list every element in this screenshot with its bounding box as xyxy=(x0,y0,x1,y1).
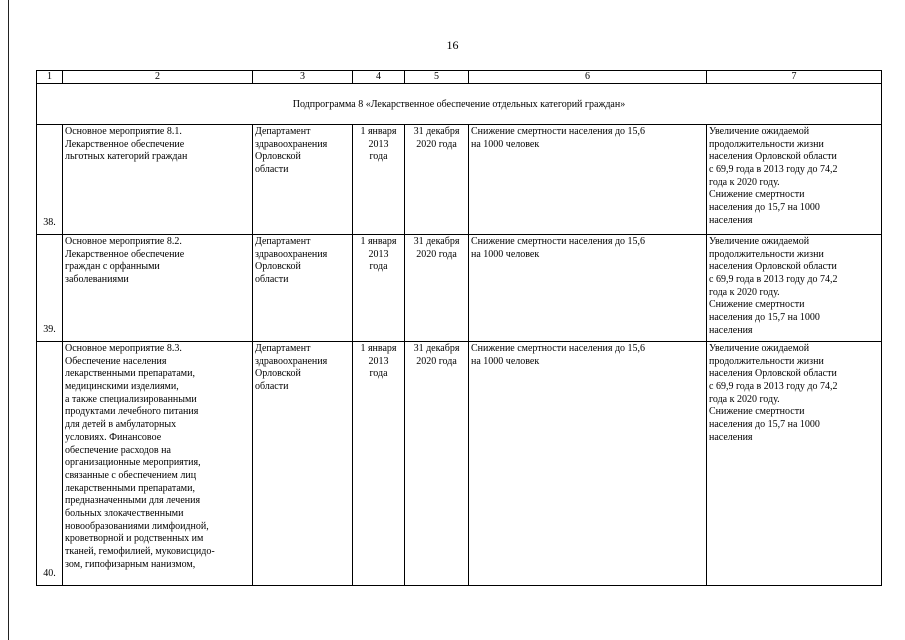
cell-line: области xyxy=(255,381,289,393)
cell-line: на 1000 человек xyxy=(471,138,540,150)
indicator-cell xyxy=(707,125,882,235)
cell-line: 2020 года xyxy=(416,138,457,150)
cell-line: Департамент xyxy=(255,343,311,354)
cell-line: 31 декабря xyxy=(413,126,460,137)
cell-line: Снижение смертности xyxy=(709,299,805,311)
column-number: 2 xyxy=(63,71,253,84)
cell-line: связанные с обеспечением лиц xyxy=(65,469,197,481)
cell-line: населения Орловской области xyxy=(709,261,837,273)
cell-line: лекарственными препаратами, xyxy=(65,482,195,494)
column-number: 3 xyxy=(253,71,353,84)
indicator-cell xyxy=(707,342,882,586)
cell-line: Обеспечение населения xyxy=(65,355,167,367)
row-number: 38. xyxy=(37,125,63,235)
cell-line: населения xyxy=(709,431,753,443)
cell-line: тканей, гемофилией, муковисцидо- xyxy=(65,546,215,557)
cell-line: населения Орловской области xyxy=(709,368,837,380)
column-number: 5 xyxy=(405,71,469,84)
cell-line: населения xyxy=(709,214,753,226)
cell-line: Увеличение ожидаемой xyxy=(709,343,810,354)
cell-line: организационные мероприятия, xyxy=(65,457,201,469)
cell-line: на 1000 человек xyxy=(471,248,540,260)
cell-line: на 1000 человек xyxy=(471,355,540,367)
cell-line: населения до 15,7 на 1000 xyxy=(709,312,820,324)
cell-line: здравоохранения xyxy=(255,248,328,260)
subprogram-title: Подпрограмма 8 «Лекарственное обеспечение отдельных категорий граждан» xyxy=(37,84,882,125)
cell-line: 1 января xyxy=(360,343,397,354)
cell-line: льготных категорий граждан xyxy=(65,151,188,163)
cell-line: 1 января xyxy=(360,236,397,247)
cell-line: кроветворной и родственных им xyxy=(65,533,204,545)
cell-line: продолжительности жизни xyxy=(709,138,824,150)
page-number: 16 xyxy=(446,38,459,52)
cell-line: населения Орловской области xyxy=(709,151,837,163)
cell-line: здравоохранения xyxy=(255,138,328,150)
executor-cell xyxy=(253,125,353,235)
column-number: 1 xyxy=(37,71,63,84)
cell-line: продолжительности жизни xyxy=(709,248,824,260)
cell-line: 31 декабря xyxy=(413,236,460,247)
cell-line: населения до 15,7 на 1000 xyxy=(709,419,820,431)
cell-line: Департамент xyxy=(255,126,311,137)
cell-line: медицинскими изделиями, xyxy=(65,381,179,393)
cell-line: продолжительности жизни xyxy=(709,355,824,367)
cell-line: Снижение смертности xyxy=(709,189,805,201)
cell-line: зом, гипофизарным нанизмом, xyxy=(65,558,196,570)
cell-line: года xyxy=(369,368,388,380)
cell-line: здравоохранения xyxy=(255,355,328,367)
page-margin-line xyxy=(8,0,9,640)
cell-line: населения xyxy=(709,324,753,336)
table-row xyxy=(37,125,882,235)
cell-line: Основное мероприятие 8.2. xyxy=(65,236,182,247)
cell-line: с 69,9 года в 2013 году до 74,2 xyxy=(709,274,838,286)
cell-line: с 69,9 года в 2013 году до 74,2 xyxy=(709,164,838,176)
cell-line: Лекарственное обеспечение xyxy=(65,248,185,260)
start-date-cell xyxy=(353,125,405,235)
cell-line: 2020 года xyxy=(416,248,457,260)
cell-line: 2020 года xyxy=(416,355,457,367)
cell-line: 2013 xyxy=(368,138,389,150)
cell-line: Орловской xyxy=(255,368,301,380)
cell-line: продуктами лечебного питания xyxy=(65,406,199,418)
cell-line: предназначенными для лечения xyxy=(65,495,201,507)
start-date-cell xyxy=(353,235,405,342)
column-number: 4 xyxy=(353,71,405,84)
cell-line: Основное мероприятие 8.3. xyxy=(65,343,182,354)
cell-line: Снижение смертности xyxy=(709,406,805,418)
cell-line: Основное мероприятие 8.1. xyxy=(65,126,182,137)
event-cell xyxy=(63,125,253,235)
cell-line: Увеличение ожидаемой xyxy=(709,236,810,247)
cell-line: Снижение смертности населения до 15,6 xyxy=(471,343,646,354)
event-cell xyxy=(63,342,253,586)
cell-line: а также специализированными xyxy=(65,393,197,405)
cell-line: года к 2020 году. xyxy=(709,286,780,298)
cell-line: 1 января xyxy=(360,126,397,137)
column-number: 7 xyxy=(707,71,882,84)
result-cell xyxy=(469,125,707,235)
program-table xyxy=(36,70,882,586)
cell-line: больных злокачественными xyxy=(65,507,184,519)
row-number: 39. xyxy=(37,235,63,342)
cell-line: года xyxy=(369,151,388,163)
cell-line: граждан с орфанными xyxy=(65,261,160,273)
cell-line: условиях. Финансовое xyxy=(65,431,162,443)
table-row xyxy=(37,342,882,586)
cell-line: 31 декабря xyxy=(413,343,460,354)
cell-line: Увеличение ожидаемой xyxy=(709,126,810,137)
executor-cell xyxy=(253,342,353,586)
cell-line: области xyxy=(255,164,289,176)
end-date-cell xyxy=(405,125,469,235)
cell-line: Снижение смертности населения до 15,6 xyxy=(471,236,646,247)
table-row xyxy=(37,235,882,342)
cell-line: 2013 xyxy=(368,248,389,260)
cell-line: Департамент xyxy=(255,236,311,247)
executor-cell xyxy=(253,235,353,342)
cell-line: Орловской xyxy=(255,151,301,163)
cell-line: заболеваниями xyxy=(65,274,129,286)
cell-line: населения до 15,7 на 1000 xyxy=(709,202,820,214)
end-date-cell xyxy=(405,342,469,586)
cell-line: года xyxy=(369,261,388,273)
row-number: 40. xyxy=(37,342,63,586)
subprogram-row xyxy=(37,84,882,125)
column-number-row xyxy=(37,71,882,84)
start-date-cell xyxy=(353,342,405,586)
cell-line: для детей в амбулаторных xyxy=(65,419,177,431)
result-cell xyxy=(469,235,707,342)
indicator-cell xyxy=(707,235,882,342)
cell-line: лекарственными препаратами, xyxy=(65,368,195,380)
cell-line: года к 2020 году. xyxy=(709,393,780,405)
event-cell xyxy=(63,235,253,342)
cell-line: области xyxy=(255,274,289,286)
cell-line: 2013 xyxy=(368,355,389,367)
cell-line: Лекарственное обеспечение xyxy=(65,138,185,150)
cell-line: обеспечение расходов на xyxy=(65,444,171,456)
cell-line: с 69,9 года в 2013 году до 74,2 xyxy=(709,381,838,393)
result-cell xyxy=(469,342,707,586)
cell-line: новообразованиями лимфоидной, xyxy=(65,520,209,532)
column-number: 6 xyxy=(469,71,707,84)
cell-line: Орловской xyxy=(255,261,301,273)
end-date-cell xyxy=(405,235,469,342)
cell-line: Снижение смертности населения до 15,6 xyxy=(471,126,646,137)
cell-line: года к 2020 году. xyxy=(709,176,780,188)
